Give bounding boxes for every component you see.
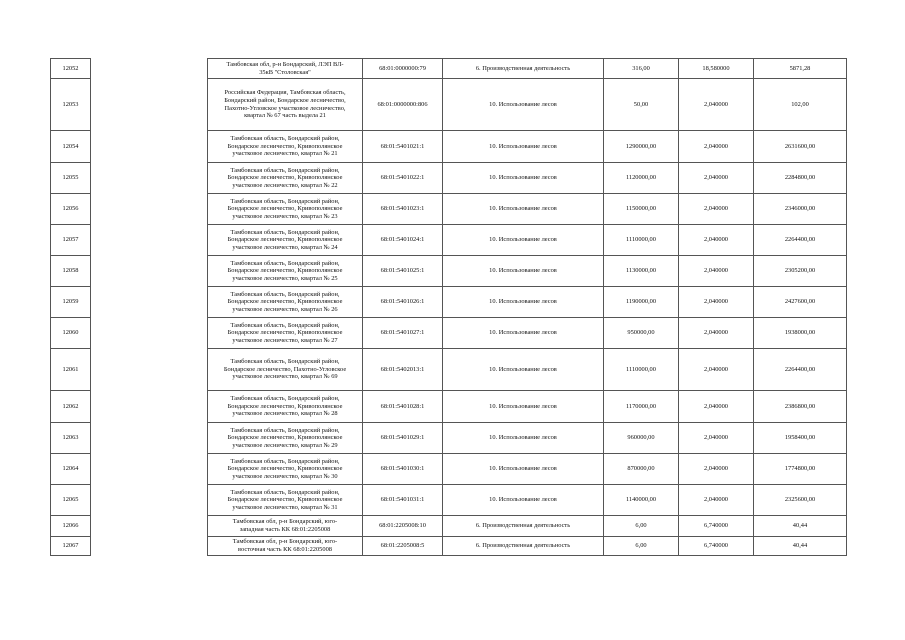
cadastral-value-cell: 2346000,00 <box>754 194 847 225</box>
cadastral-number-cell: 68:01:2205008:5 <box>363 537 443 556</box>
address-cell: Тамбовская область, Бондарский район, Бондарское лесничество, Кривополянское участковое лесничество, квартал № 29 <box>208 423 363 454</box>
rate-cell: 2,040000 <box>679 287 754 318</box>
table-row <box>51 537 847 556</box>
table-row <box>51 79 847 131</box>
gap-cell <box>91 256 208 287</box>
table-row <box>51 59 847 79</box>
cadastral-number-cell: 68:01:5401027:1 <box>363 318 443 349</box>
area-cell: 870000,00 <box>604 454 679 485</box>
cadastral-value-cell: 2386800,00 <box>754 391 847 423</box>
rate-cell: 2,040000 <box>679 423 754 454</box>
rate-cell: 2,040000 <box>679 318 754 349</box>
address-cell: Тамбовская область, Бондарский район, Бондарское лесничество, Кривополянское участковое лесничество, квартал № 25 <box>208 256 363 287</box>
table-row <box>51 194 847 225</box>
cadastral-value-cell: 2264400,00 <box>754 225 847 256</box>
gap-cell <box>91 318 208 349</box>
rate-cell: 6,740000 <box>679 537 754 556</box>
gap-cell <box>91 516 208 537</box>
rate-cell: 2,040000 <box>679 256 754 287</box>
gap-cell <box>91 225 208 256</box>
gap-cell <box>91 287 208 318</box>
land-use-cell: 10. Использование лесов <box>443 225 604 256</box>
land-use-cell: 10. Использование лесов <box>443 423 604 454</box>
row-number-cell: 12056 <box>51 194 91 225</box>
address-cell: Тамбовская область, Бондарский район, Бондарское лесничество, Кривополянское участковое лесничество, квартал № 28 <box>208 391 363 423</box>
area-cell: 1140000,00 <box>604 485 679 516</box>
row-number-cell: 12063 <box>51 423 91 454</box>
address-cell: Тамбовская область, Бондарский район, Бондарское лесничество, Кривополянское участковое лесничество, квартал № 27 <box>208 318 363 349</box>
area-cell: 1150000,00 <box>604 194 679 225</box>
cadastral-number-cell: 68:01:5401025:1 <box>363 256 443 287</box>
row-number-cell: 12052 <box>51 59 91 79</box>
gap-cell <box>91 391 208 423</box>
land-use-cell: 10. Использование лесов <box>443 349 604 391</box>
cadastral-value-cell: 1938000,00 <box>754 318 847 349</box>
cadastral-number-cell: 68:01:5401029:1 <box>363 423 443 454</box>
gap-cell <box>91 131 208 163</box>
cadastral-value-cell: 2264400,00 <box>754 349 847 391</box>
rate-cell: 2,040000 <box>679 194 754 225</box>
rate-cell: 2,040000 <box>679 391 754 423</box>
land-use-cell: 10. Использование лесов <box>443 163 604 194</box>
table-row <box>51 131 847 163</box>
cadastral-number-cell: 68:01:0000000:79 <box>363 59 443 79</box>
cadastral-number-cell: 68:01:5401031:1 <box>363 485 443 516</box>
cadastral-number-cell: 68:01:5401023:1 <box>363 194 443 225</box>
area-cell: 50,00 <box>604 79 679 131</box>
land-use-cell: 10. Использование лесов <box>443 318 604 349</box>
table-row <box>51 225 847 256</box>
cadastral-number-cell: 68:01:5401028:1 <box>363 391 443 423</box>
cadastral-value-cell: 5871,28 <box>754 59 847 79</box>
area-cell: 1290000,00 <box>604 131 679 163</box>
land-use-cell: 10. Использование лесов <box>443 485 604 516</box>
rate-cell: 2,040000 <box>679 79 754 131</box>
land-use-cell: 10. Использование лесов <box>443 194 604 225</box>
row-number-cell: 12067 <box>51 537 91 556</box>
land-use-cell: 6. Производственная деятельность <box>443 516 604 537</box>
land-use-cell: 6. Производственная деятельность <box>443 537 604 556</box>
cadastral-number-cell: 68:01:5401022:1 <box>363 163 443 194</box>
table-row <box>51 516 847 537</box>
area-cell: 1120000,00 <box>604 163 679 194</box>
land-use-cell: 10. Использование лесов <box>443 131 604 163</box>
area-cell: 1170000,00 <box>604 391 679 423</box>
address-cell: Тамбовская обл, р-н Бондарский, ЛЭП ВЛ- 35кВ "Столовская" <box>208 59 363 79</box>
area-cell: 960000,00 <box>604 423 679 454</box>
land-use-cell: 10. Использование лесов <box>443 79 604 131</box>
cadastral-number-cell: 68:01:5402013:1 <box>363 349 443 391</box>
cadastral-value-cell: 2284800,00 <box>754 163 847 194</box>
gap-cell <box>91 423 208 454</box>
rate-cell: 6,740000 <box>679 516 754 537</box>
table-row <box>51 485 847 516</box>
address-cell: Тамбовская область, Бондарский район, Бондарское лесничество, Кривополянское участковое лесничество, квартал № 21 <box>208 131 363 163</box>
address-cell: Тамбовская область, Бондарский район, Бондарское лесничество, Пахотно-Угловское участковое лесничество, квартал № 69 <box>208 349 363 391</box>
gap-cell <box>91 537 208 556</box>
cadastral-value-cell: 1774800,00 <box>754 454 847 485</box>
table-row <box>51 391 847 423</box>
row-number-cell: 12054 <box>51 131 91 163</box>
gap-cell <box>91 485 208 516</box>
row-number-cell: 12062 <box>51 391 91 423</box>
rate-cell: 2,040000 <box>679 163 754 194</box>
land-use-cell: 6. Производственная деятельность <box>443 59 604 79</box>
area-cell: 1110000,00 <box>604 349 679 391</box>
table-row <box>51 318 847 349</box>
registry-table <box>50 58 847 556</box>
cadastral-number-cell: 68:01:5401030:1 <box>363 454 443 485</box>
gap-cell <box>91 194 208 225</box>
table-row <box>51 423 847 454</box>
cadastral-value-cell: 2631600,00 <box>754 131 847 163</box>
gap-cell <box>91 79 208 131</box>
address-cell: Российская Федерация, Тамбовская область, Бондарский район, Бондарское лесничество, Пахотно-Угловское участковое лесничество, квартал № 67 часть выдела 21 <box>208 79 363 131</box>
rate-cell: 18,580000 <box>679 59 754 79</box>
cadastral-number-cell: 68:01:5401021:1 <box>363 131 443 163</box>
table-row <box>51 454 847 485</box>
cadastral-number-cell: 68:01:2205008:10 <box>363 516 443 537</box>
row-number-cell: 12059 <box>51 287 91 318</box>
row-number-cell: 12061 <box>51 349 91 391</box>
row-number-cell: 12055 <box>51 163 91 194</box>
row-number-cell: 12065 <box>51 485 91 516</box>
area-cell: 1130000,00 <box>604 256 679 287</box>
table-row <box>51 287 847 318</box>
land-use-cell: 10. Использование лесов <box>443 391 604 423</box>
table-row <box>51 256 847 287</box>
table-row <box>51 163 847 194</box>
address-cell: Тамбовская обл, р-н Бондарский, юго- западная часть КК 68:01:2205008 <box>208 516 363 537</box>
cadastral-value-cell: 40,44 <box>754 516 847 537</box>
rate-cell: 2,040000 <box>679 131 754 163</box>
cadastral-number-cell: 68:01:5401024:1 <box>363 225 443 256</box>
cadastral-value-cell: 2305200,00 <box>754 256 847 287</box>
cadastral-value-cell: 1958400,00 <box>754 423 847 454</box>
rate-cell: 2,040000 <box>679 454 754 485</box>
table-row <box>51 349 847 391</box>
address-cell: Тамбовская область, Бондарский район, Бондарское лесничество, Кривополянское участковое лесничество, квартал № 23 <box>208 194 363 225</box>
rate-cell: 2,040000 <box>679 349 754 391</box>
cadastral-number-cell: 68:01:5401026:1 <box>363 287 443 318</box>
cadastral-value-cell: 40,44 <box>754 537 847 556</box>
table-body <box>51 59 847 556</box>
gap-cell <box>91 349 208 391</box>
address-cell: Тамбовская область, Бондарский район, Бондарское лесничество, Кривополянское участковое лесничество, квартал № 30 <box>208 454 363 485</box>
area-cell: 6,00 <box>604 516 679 537</box>
address-cell: Тамбовская область, Бондарский район, Бондарское лесничество, Кривополянское участковое лесничество, квартал № 24 <box>208 225 363 256</box>
gap-cell <box>91 163 208 194</box>
row-number-cell: 12053 <box>51 79 91 131</box>
row-number-cell: 12058 <box>51 256 91 287</box>
rate-cell: 2,040000 <box>679 225 754 256</box>
gap-cell <box>91 454 208 485</box>
land-use-cell: 10. Использование лесов <box>443 256 604 287</box>
land-use-cell: 10. Использование лесов <box>443 287 604 318</box>
row-number-cell: 12060 <box>51 318 91 349</box>
area-cell: 316,00 <box>604 59 679 79</box>
area-cell: 950000,00 <box>604 318 679 349</box>
row-number-cell: 12066 <box>51 516 91 537</box>
row-number-cell: 12057 <box>51 225 91 256</box>
cadastral-value-cell: 2427600,00 <box>754 287 847 318</box>
cadastral-number-cell: 68:01:0000000:806 <box>363 79 443 131</box>
cadastral-value-cell: 102,00 <box>754 79 847 131</box>
address-cell: Тамбовская область, Бондарский район, Бондарское лесничество, Кривополянское участковое лесничество, квартал № 31 <box>208 485 363 516</box>
land-use-cell: 10. Использование лесов <box>443 454 604 485</box>
address-cell: Тамбовская область, Бондарский район, Бондарское лесничество, Кривополянское участковое лесничество, квартал № 22 <box>208 163 363 194</box>
cadastral-value-cell: 2325600,00 <box>754 485 847 516</box>
area-cell: 1190000,00 <box>604 287 679 318</box>
rate-cell: 2,040000 <box>679 485 754 516</box>
row-number-cell: 12064 <box>51 454 91 485</box>
gap-cell <box>91 59 208 79</box>
address-cell: Тамбовская область, Бондарский район, Бондарское лесничество, Кривополянское участковое лесничество, квартал № 26 <box>208 287 363 318</box>
address-cell: Тамбовская обл, р-н Бондарский, юго- восточная часть КК 68:01:2205008 <box>208 537 363 556</box>
area-cell: 6,00 <box>604 537 679 556</box>
area-cell: 1110000,00 <box>604 225 679 256</box>
